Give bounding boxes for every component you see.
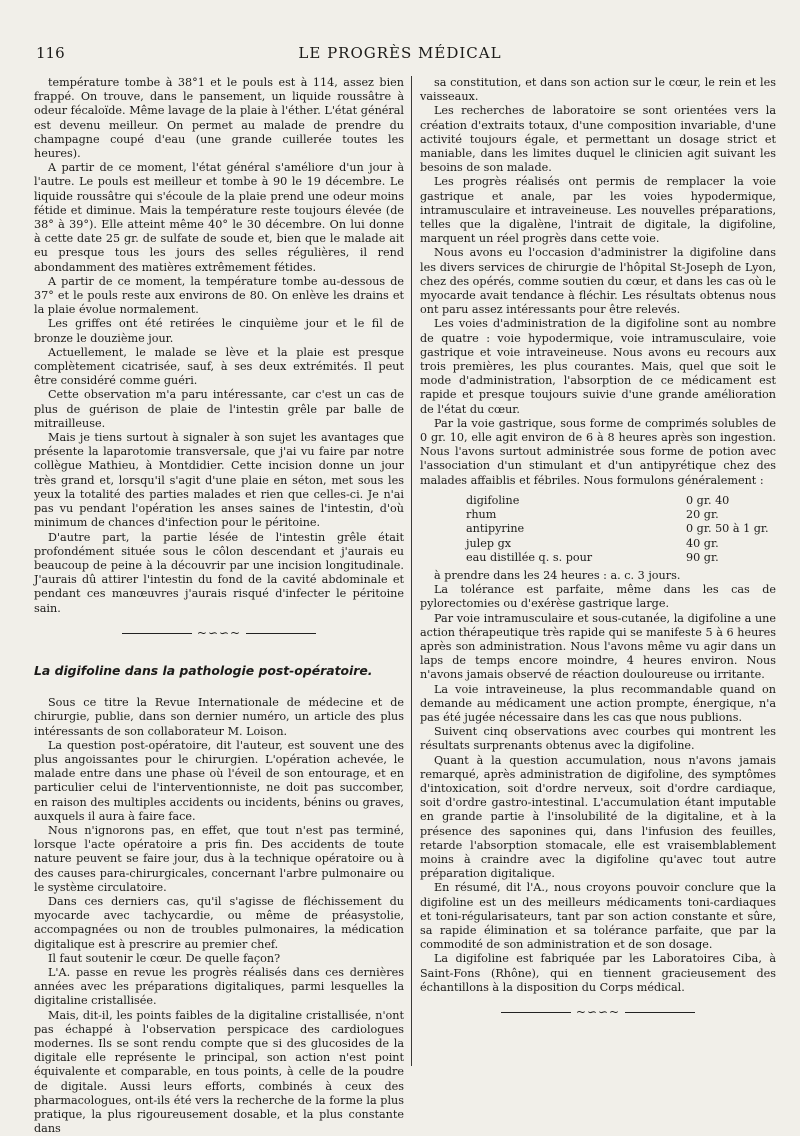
ingredient-name: digifoline bbox=[466, 493, 520, 507]
paragraph: En résumé, dit l'A., nous croyons pouvoir conclure que la digifoline est un des meilleurs médicaments toni-cardiaques et toni-régularisateurs, tant par son action constante et sûre, sa rapide élimination et sa tolérance parfaite, que par la commodité de son administration et de son dosage. bbox=[420, 881, 776, 952]
paragraph: La voie intraveineuse, la plus recommandable quand on demande au médicament une action prompte, énergique, n'a pas été jugée nécessaire dans les cas que nous publions. bbox=[420, 682, 776, 724]
paragraph: Sous ce titre la Revue Internationale de médecine et de chirurgie, publie, dans son dernier numéro, un article des plus intéressants de son collaborateur M. Loison. bbox=[34, 696, 404, 738]
section-divider bbox=[34, 626, 404, 640]
divider-flourish: ~∽∽~ bbox=[196, 625, 242, 640]
ingredient-dose: 0 gr. 40 bbox=[686, 493, 730, 507]
ingredient-dose: 40 gr. bbox=[686, 536, 719, 550]
formula-row bbox=[466, 494, 769, 508]
paragraph: Il faut soutenir le cœur. De quelle façon? bbox=[48, 951, 281, 965]
ingredient-dose: 90 gr. bbox=[686, 550, 719, 564]
paragraph: La digifoline est fabriquée par les Laboratoires Ciba, à Saint-Fons (Rhône), qui en tiennent gracieusement des échantillons à la disposition du Corps médical. bbox=[420, 952, 776, 994]
paragraph: Mais je tiens surtout à signaler à son sujet les avantages que présente la laparotomie transversale, que j'ai vu faire par notre collègue Mathieu, à Montdidier. Cette incision donne un jour très grand et, lorsqu'il s'agit d'une plaie en séton, met sous les yeux la totalité des parties malades et rien que celles-ci. Je n'ai pas vu pendant l'opération les anses saines de l'intestin, d'où minimum de chances d'infection pour le péritoine. bbox=[34, 431, 404, 530]
paragraph: Nous n'ignorons pas, en effet, que tout n'est pas terminé, lorsque l'acte opératoire a pris fin. Des accidents de toute nature peuvent se faire jour, dus à la technique opératoire ou à des causes para-chirurgicales, concernant l'arbre pulmonaire ou le système circulatoire. bbox=[34, 823, 404, 894]
paragraph: sa constitution, et dans son action sur le cœur, le rein et les vaisseaux. bbox=[420, 76, 776, 104]
divider-line bbox=[625, 1012, 695, 1013]
formula-note: à prendre dans les 24 heures : a. c. 3 jours. bbox=[434, 568, 681, 582]
ingredient-name: antipyrine bbox=[466, 522, 525, 536]
paragraph: D'autre part, la partie lésée de l'intestin grêle était profondément située sous le côlon descendant et j'aurais eu beaucoup de peine à la découvrir par une incision longitudinale. J'aurais dû attirer l'intestin du fond de la cavité abdominale et pendant ces manœuvres j'aurais risqué d'infecter le péritoine sain. bbox=[34, 530, 404, 615]
paragraph: A partir de ce moment, l'état général s'améliore d'un jour à l'autre. Le pouls est meilleur et tombe à 90 le 19 décembre. Le liquide roussâtre qui s'écoule de la plaie prend une odeur moins fétide et diminue. Mais la température reste toujours élevée (de 38° à 39°). Elle atteint même 40° le 30 décembre. On lui donne à cette date 25 gr. de sulfate de soude et, bien que le malade ait eu presque tous les jours des selles régulières, il rend abondamment des matières extrêmement fétides. bbox=[34, 161, 404, 274]
divider-line bbox=[122, 633, 192, 634]
right-column bbox=[420, 76, 776, 1027]
paragraph: A partir de ce moment, la température tombe au-dessous de 37° et le pouls reste aux environs de 80. On enlève les drains et la plaie évolue normalement. bbox=[34, 274, 404, 317]
paragraph: Les voies d'administration de la digifoline sont au nombre de quatre : voie hypodermique, voie intramusculaire, voie gastrique et voie intraveineuse. Nous avons eu recours aux trois premières, les plus courantes. Mais, quel que soit le mode d'administration, l'absorption de ce médicament est rapide et presque toujours suivie d'une grande amélioration de l'état du cœur. bbox=[420, 317, 776, 416]
divider-flourish: ~∽∽~ bbox=[575, 1005, 621, 1019]
page-number: 116 bbox=[36, 44, 65, 62]
ingredient-name: rhum bbox=[466, 508, 497, 522]
running-header bbox=[30, 44, 770, 66]
divider-line bbox=[501, 1012, 571, 1013]
paragraph: Les progrès réalisés ont permis de remplacer la voie gastrique et anale, par les voies hypodermique, intramusculaire et intraveineuse. Les nouvelles préparations, telles que la digalène, l'intrait de digitale, la digifoline, marquent un réel progrès dans cette voie. bbox=[420, 175, 776, 246]
paragraph: Quant à la question accumulation, nous n'avons jamais remarqué, après administration de digifoline, des symptômes d'intoxication, soit d'ordre nerveux, soit d'ordre cardiaque, soit d'ordre gastro-intestinal. L'accumulation étant imputable en grande partie à l'insolubilité de la digitaline, et à la présence des saponines qui, dans l'infusion des feuilles, retarde l'absorption stomacale, elle est vraisemblablement moins à craindre avec la digifoline qu'avec tout autre préparation digitalique. bbox=[420, 753, 776, 881]
column-rule bbox=[411, 76, 412, 1066]
paragraph: Mais, dit-il, les points faibles de la digitaline cristallisée, n'ont pas échappé à l'observation perspicace des cardiologues modernes. Ils se sont rendu compte que si des glucosides de la digitale elle représente le principal, son action n'est point équivalente et comparable, en tous points, à celle de la poudre de digitale. Aussi leurs efforts, combinés à ceux des pharmacologues, ont-ils été vers la recherche de la forme la plus pratique, la plus rigoureusement dosable, et la plus constante dans bbox=[34, 1008, 404, 1136]
paragraph: Actuellement, le malade se lève et la plaie est presque complètement cicatrisée, sauf, à ses deux extrémités. Il peut être considéré comme guéri. bbox=[34, 345, 404, 388]
prescription-formula bbox=[466, 494, 769, 565]
paragraph: température tombe à 38°1 et le pouls est à 114, assez bien frappé. On trouve, dans le pansement, un liquide roussâtre à odeur fécaloïde. Même lavage de la plaie à l'éther. L'état général est devenu meilleur. On permet au malade de prendre du champagne coupé d'eau (une grande cuillerée toutes les heures). bbox=[34, 76, 404, 161]
ingredient-name: julep gx bbox=[466, 536, 512, 550]
paragraph: Les recherches de laboratoire se sont orientées vers la création d'extraits totaux, d'une composition invariable, d'une activité toujours égale, et permettant un dosage strict et maniable, dans les limites duquel le clinicien agit suivant les besoins de son malade. bbox=[420, 104, 776, 175]
divider-line bbox=[246, 633, 316, 634]
paragraph: L'A. passe en revue les progrès réalisés dans ces dernières années avec les préparations digitaliques, parmi lesquelles la digitaline cristallisée. bbox=[34, 965, 404, 1008]
left-column bbox=[34, 76, 404, 1136]
paragraph: Par voie intramusculaire et sous-cutanée, la digifoline a une action thérapeutique très rapide qui se manifeste 5 à 6 heures après son administration. Nous l'avons même vu agir dans un laps de temps encore moindre, 4 heures environ. Nous n'avons jamais observé de réaction douloureuse ou irritante. bbox=[420, 611, 776, 682]
ingredient-dose: 0 gr. 50 à 1 gr. bbox=[686, 522, 769, 536]
paragraph: La question post-opératoire, dit l'auteur, est souvent une des plus angoissantes pour le chirurgien. L'opération achevée, le malade entre dans une phase où l'éveil de son entourage, et en particulier celui de l'interventionniste, ne doit pas succomber, en raison des multiples accidents ou incidents, bénins ou graves, auxquels il aura à faire face. bbox=[34, 738, 404, 823]
paragraph: La tolérance est parfaite, même dans les cas de pylorectomies ou d'exérèse gastrique large. bbox=[420, 583, 776, 611]
paragraph: Nous avons eu l'occasion d'administrer la digifoline dans les divers services de chirurgie de l'hôpital St-Joseph de Lyon, chez des opérés, comme soutien du cœur, et dans les cas où le myocarde avait tendance à fléchir. Les résultats obtenus nous ont paru assez intéressants pour être relevés. bbox=[420, 246, 776, 317]
formula-row bbox=[466, 508, 769, 522]
paragraph: Dans ces derniers cas, qu'il s'agisse de fléchissement du myocarde avec tachycardie, ou même de préasystolie, accompagnées ou non de troubles pulmonaires, la médication digitalique est à prescrire au premier chef. bbox=[34, 894, 404, 951]
formula-row bbox=[466, 522, 769, 536]
paragraph: Les griffes ont été retirées le cinquième jour et le fil de bronze le douzième jour. bbox=[34, 317, 404, 345]
end-divider bbox=[420, 1005, 776, 1019]
paragraph: Suivent cinq observations avec courbes qui montrent les résultats surprenants obtenus avec la digifoline. bbox=[420, 725, 776, 753]
ingredient-dose: 20 gr. bbox=[686, 508, 719, 522]
formula-row bbox=[466, 537, 769, 551]
formula-row bbox=[466, 551, 769, 565]
paragraph: Par la voie gastrique, sous forme de comprimés solubles de 0 gr. 10, elle agit environ de 6 à 8 heures après son ingestion. Nous l'avons surtout administrée sous forme de potion avec l'association d'un stimulant et d'un antipyrétique chez des malades affaiblis et fébriles. Nous formulons généralement : bbox=[420, 416, 776, 487]
ingredient-name: eau distillée q. s. pour bbox=[466, 550, 593, 564]
journal-title: LE PROGRÈS MÉDICAL bbox=[298, 44, 502, 62]
section-title: La digifoline dans la pathologie post-opératoire. bbox=[34, 662, 373, 678]
paragraph: Cette observation m'a paru intéressante, car c'est un cas de plus de guérison de plaie de l'intestin grêle par balle de mitrailleuse. bbox=[34, 388, 404, 430]
